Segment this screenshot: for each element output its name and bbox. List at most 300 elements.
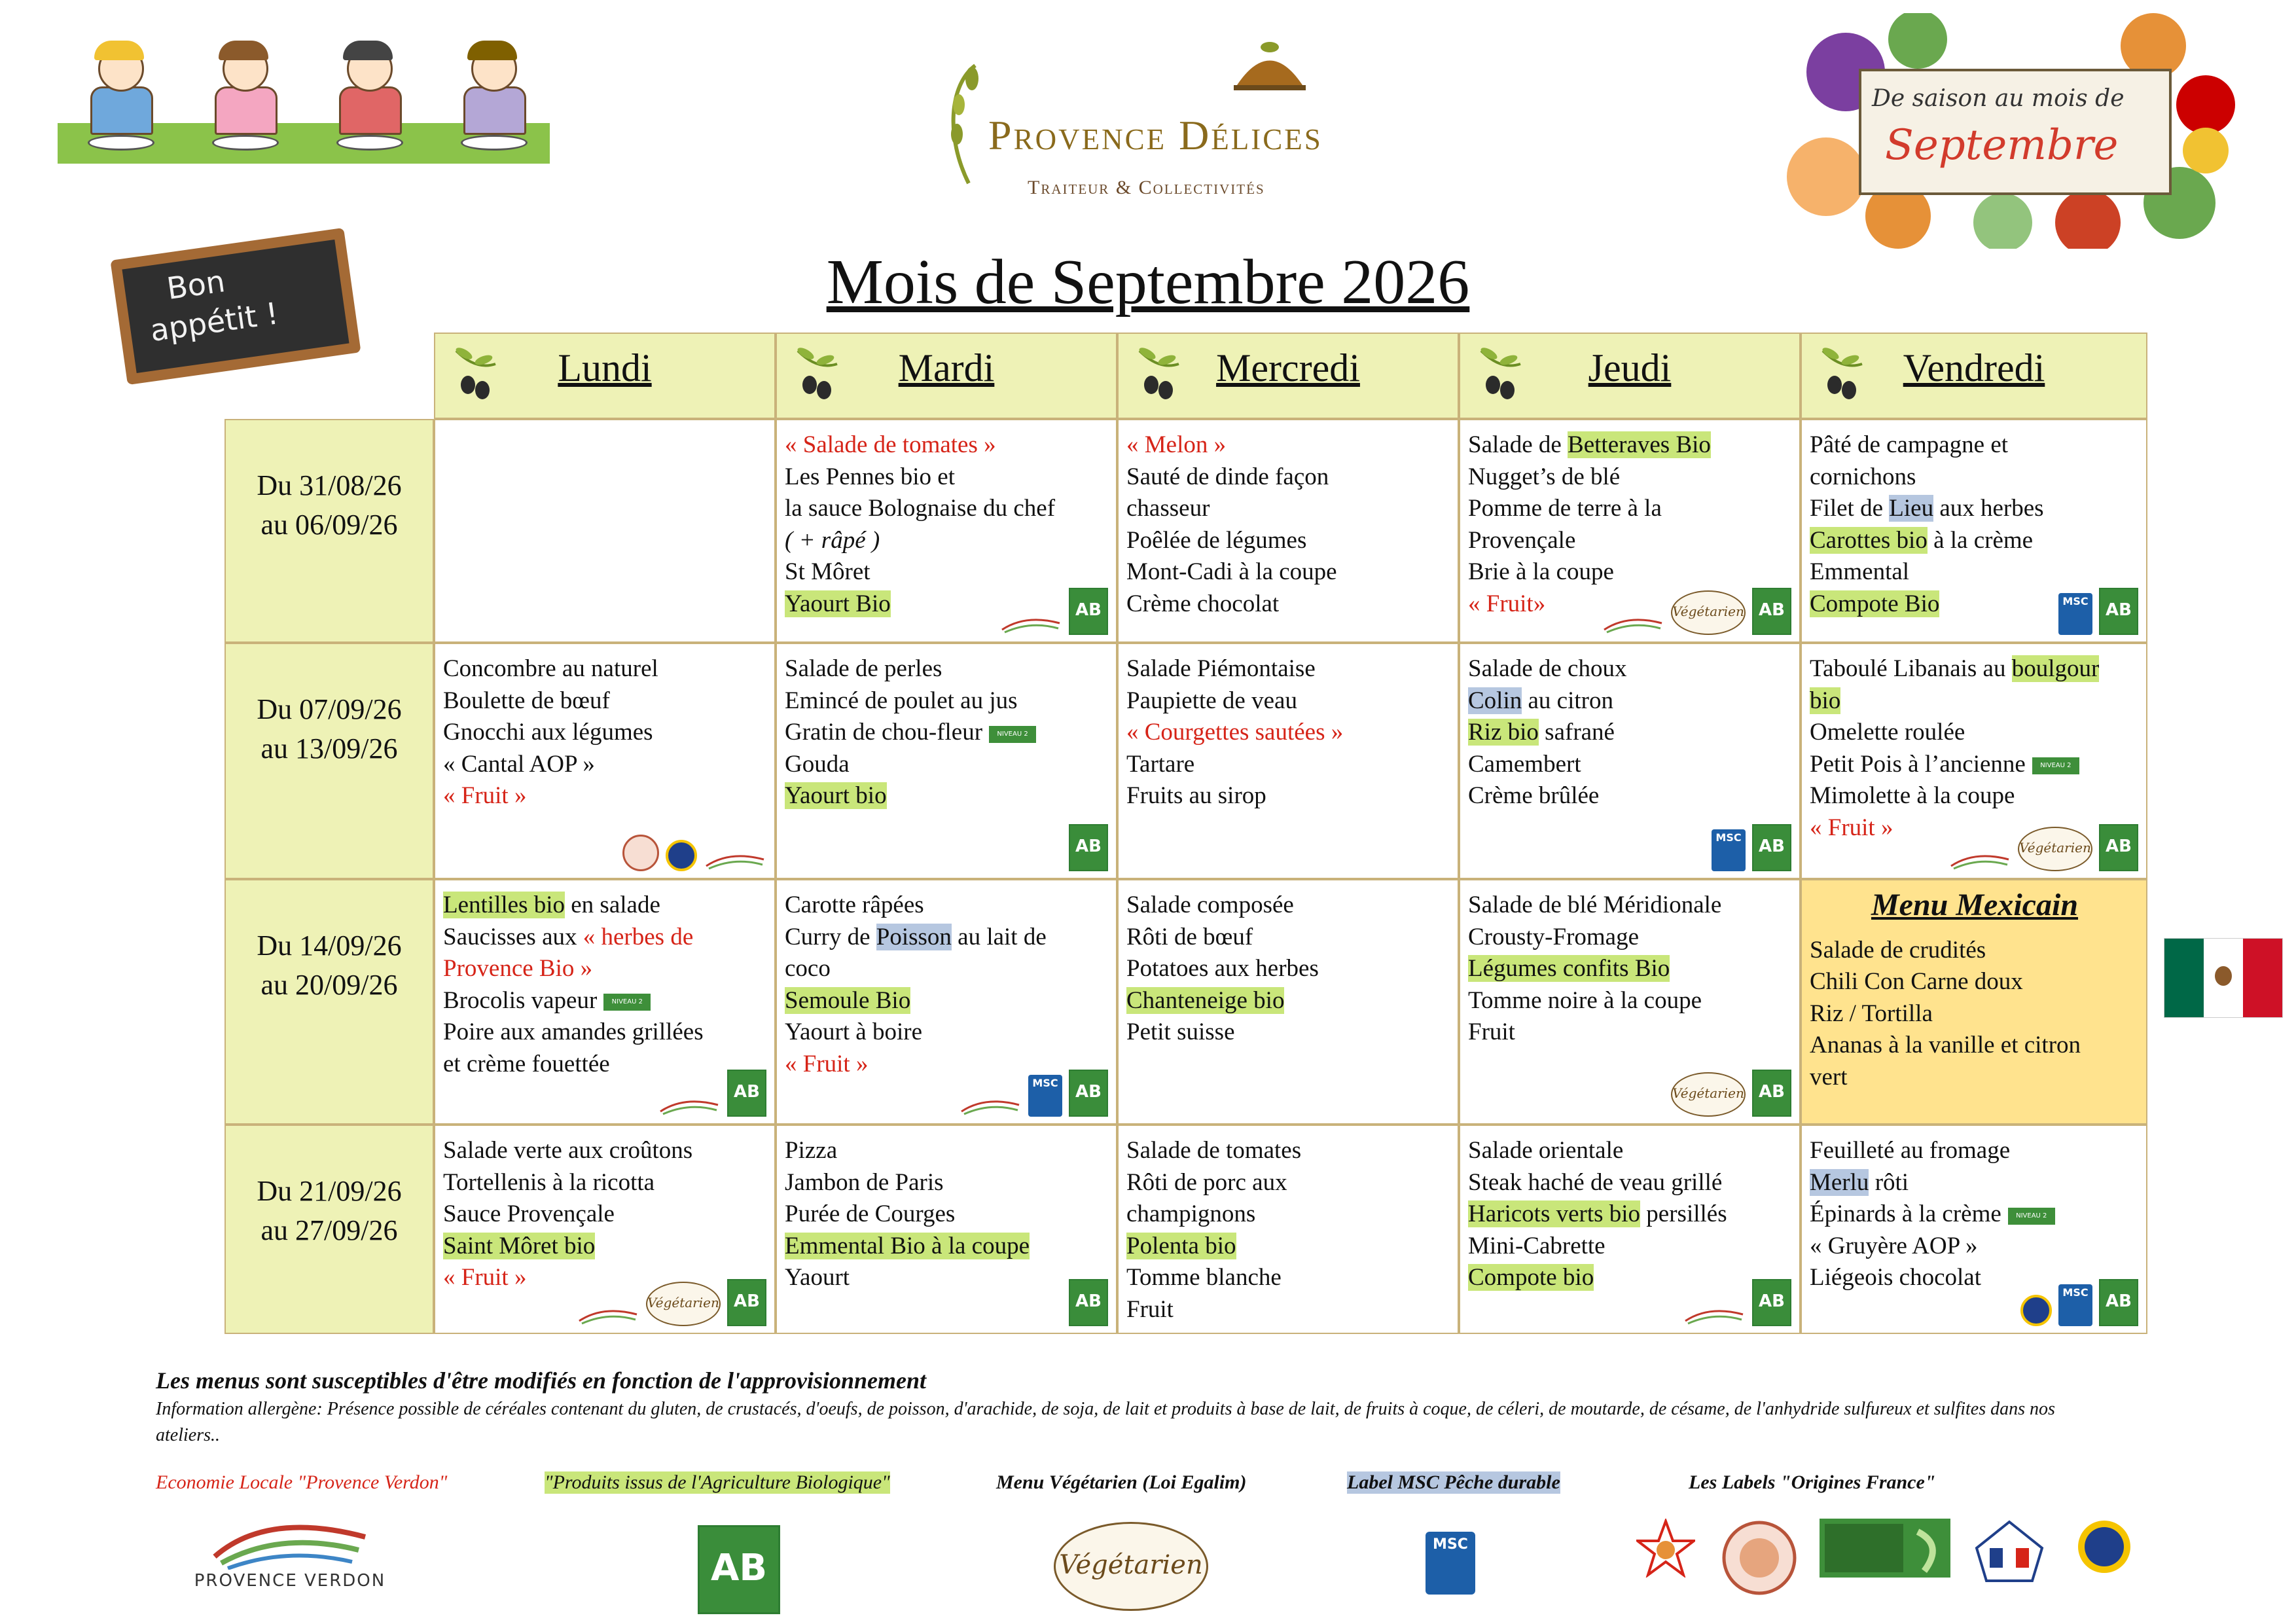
local-item: « Melon » [1126,431,1227,458]
menu-line [1126,556,1451,588]
menu-text: Crème chocolat [1126,590,1280,617]
menu-text: Fruit [1126,1295,1174,1323]
label-badges [1671,1070,1791,1117]
menu-line [1468,1017,1793,1049]
menu-text: Pizza [785,1137,838,1164]
menu-items [1126,429,1451,620]
menu-line [443,780,768,812]
menu-text: Tomme blanche [1126,1264,1282,1291]
menu-text: Concombre au naturel [443,655,658,682]
vegetarian-icon: Végétarien [646,1282,721,1326]
menu-text: Tortellenis à la ricotta [443,1168,655,1196]
menu-cell-jeudi [1459,879,1801,1125]
menu-line [443,1231,768,1263]
menu-line [785,1017,1109,1049]
label-badges [1948,824,2138,871]
menu-items [1468,890,1793,1049]
label-badges [2058,588,2138,635]
menu-line [785,953,1109,985]
menu-line [1810,780,2140,812]
menu-line [1810,685,2140,717]
season-line2: Septembre [1885,121,2119,170]
slate-line2: appétit ! [148,295,281,349]
day-header-jeudi [1459,333,1801,419]
menu-text: Saucisses aux [443,923,583,950]
week-range [226,690,433,768]
aop-seal-icon [666,840,697,871]
menu-text: Gnocchi aux légumes [443,719,653,746]
ab-bio-icon: AB [1069,824,1108,871]
menu-items [1810,890,2140,1093]
menu-cell-vendredi [1801,643,2147,879]
menu-line [1810,653,2140,685]
menu-text: chasseur [1126,495,1210,522]
season-illustration [1787,13,2238,249]
menu-text: Salade verte aux croûtons [443,1137,693,1164]
provence-verdon-icon [1602,613,1664,635]
menu-line [785,461,1109,494]
msc-item: Merlu [1810,1168,1869,1196]
menu-cell-vendredi [1801,1125,2147,1334]
mexican-menu-title: Menu Mexicain [1871,888,2079,922]
menu-text: coco [785,955,831,982]
provence-verdon-logo [188,1511,391,1609]
menu-text: Curry de [785,923,876,950]
menu-text: Yaourt à boire [785,1019,922,1045]
bio-item: Polenta bio [1126,1232,1236,1259]
menu-text: Salade de [1468,431,1568,458]
menu-line [1468,556,1793,588]
plate-icon [88,135,154,151]
day-name: Vendredi [1903,346,2045,389]
local-item: « herbes de [583,923,694,950]
certification-niveau-2-icon [1820,1519,1950,1581]
bio-item: Haricots verts bio [1468,1200,1641,1227]
legend-local: Economie Locale "Provence Verdon" [156,1471,448,1493]
menu-line [1468,1199,1793,1231]
menu-line [785,1167,1109,1199]
menu-line [1810,461,2140,494]
provence-verdon-icon [1948,849,2011,871]
bio-item: Yaourt bio [785,782,887,809]
menu-line [1810,1062,2140,1094]
legend-origin: Les Labels "Origines France" [1689,1471,1936,1493]
menu-cell-vendredi [1801,879,2147,1125]
menu-text: Chili Con Carne doux [1810,968,2023,995]
leaf-swirl-icon [942,59,988,190]
bio-item: bio [1810,687,1841,714]
menu-text: Camembert [1468,750,1581,778]
menu-cell-jeudi [1459,643,1801,879]
menu-line [443,1135,768,1167]
menu-items [1810,653,2140,844]
menu-text: Nugget’s de blé [1468,463,1621,490]
week-label-cell [224,879,434,1125]
menu-text: Tomme noire à la coupe [1468,986,1702,1014]
menu-line [1126,1294,1451,1326]
menu-line [1126,588,1451,621]
bio-item: Carottes bio [1810,526,1928,554]
menu-line [785,1199,1109,1231]
kid-figure [457,46,529,131]
menu-line [1810,935,2140,967]
provence-verdon-icon [1683,1304,1746,1326]
bio-item: Betteraves Bio [1568,431,1711,458]
menu-text: ( + râpé ) [785,526,880,554]
local-item: « Fruit » [443,1264,527,1291]
menu-text: Gratin de chou-fleur [785,719,983,746]
menu-line [785,1231,1109,1263]
ab-bio-icon: AB [1069,1070,1108,1117]
msc-icon: MSC [2058,1284,2092,1326]
menu-cell-mardi [776,879,1117,1125]
menu-line [1126,525,1451,557]
legend-msc: Label MSC Pêche durable [1347,1471,1560,1493]
bio-item: Emmental Bio à la coupe [785,1232,1030,1259]
menu-line [443,922,768,954]
menu-text: Mini-Cabrette [1468,1232,1605,1259]
menu-cell-vendredi [1801,419,2147,643]
menu-cell-mardi [776,1125,1117,1334]
menu-text: Sauce Provençale [443,1200,615,1227]
season-line1: De saison au mois de [1872,85,2125,112]
hills-icon [208,1511,372,1570]
menu-text: champignons [1126,1200,1256,1227]
menu-line [1126,1135,1451,1167]
menu-change-note: Les menus sont susceptibles d'être modifiés en fonction de l'approvisionnement [156,1367,927,1394]
menu-text: St Môret [785,558,870,585]
menu-text: Filet de [1810,495,1890,522]
vegetarian-icon: Végétarien [2018,827,2092,871]
niveau-2-icon: NIVEAU 2 [989,726,1036,743]
menu-line [1468,525,1793,557]
menu-items [785,653,1109,812]
label-badges [1602,588,1791,635]
provence-delices-logo [929,39,1361,216]
menu-line [1468,493,1793,525]
week-label-cell [224,1125,434,1334]
menu-text: Liégeois chocolat [1810,1264,1981,1291]
bio-item: boulgour [2011,655,2100,682]
ab-bio-icon: AB [1069,1279,1108,1326]
menu-text: Petit suisse [1126,1019,1235,1045]
menu-line [785,985,1109,1017]
day-name: Mardi [898,346,995,389]
ab-bio-icon: AB [727,1070,766,1117]
week-start: Du 07/09/26 [257,693,402,725]
menu-text: Crème brûlée [1468,782,1600,809]
menu-line [1468,985,1793,1017]
week-start: Du 21/09/26 [257,1175,402,1207]
menu-text: Taboulé Libanais au [1810,655,2012,682]
legend-vegetarian: Menu Végétarien (Loi Egalim) [996,1471,1247,1493]
menu-line [443,890,768,922]
menu-line [1126,429,1451,461]
vegetarian-icon: Végétarien [1671,590,1746,635]
menu-line [1468,717,1793,749]
menu-line [1468,890,1793,922]
plate-icon [212,135,279,151]
niveau-2-icon: NIVEAU 2 [2008,1208,2055,1225]
bio-item: Saint Môret bio [443,1232,596,1259]
menu-cell-lundi [434,419,776,643]
menu-text: Omelette roulée [1810,719,1965,746]
menu-text: Tartare [1126,750,1195,778]
menu-text: Feuilleté au fromage [1810,1137,2011,1164]
menu-text: Fruit [1468,1019,1515,1045]
kid-figure [84,46,156,131]
menu-line [1810,966,2140,998]
provence-verdon-icon [658,1094,721,1117]
label-badges [622,835,766,871]
menu-line [1468,1231,1793,1263]
menu-text: Rôti de porc aux [1126,1168,1287,1196]
menu-line [785,749,1109,781]
menu-line [1126,985,1451,1017]
menu-text: Petit Pois à l’ancienne [1810,750,2026,778]
menu-text: Les Pennes bio et [785,463,955,490]
menu-text: vert [1810,1063,1848,1091]
menu-line [1126,749,1451,781]
label-badges [577,1279,766,1326]
menu-cell-mardi [776,643,1117,879]
menu-text: Salade orientale [1468,1137,1624,1164]
ab-bio-icon: AB [2099,824,2138,871]
provence-verdon-icon [959,1094,1022,1117]
menu-text: persillés [1640,1200,1727,1227]
menu-text: la sauce Bolognaise du chef [785,495,1056,522]
week-end: au 20/09/26 [260,969,398,1001]
menu-line [1468,749,1793,781]
menu-line [443,1167,768,1199]
ab-bio-icon: AB [2099,1279,2138,1326]
menu-text: Salade de crudités [1810,936,1986,964]
menu-text: « Gruyère AOP » [1810,1232,1978,1259]
menu-line [1810,998,2140,1030]
menu-text: aux herbes [1933,495,2044,522]
bio-item: Compote Bio [1810,590,1940,617]
menu-line [1126,1231,1451,1263]
bio-item: Semoule Bio [785,986,911,1014]
menu-cell-mercredi [1117,419,1459,643]
viandes-de-france-icon [1973,1519,2045,1587]
menu-cell-mardi [776,419,1117,643]
week-start: Du 31/08/26 [257,469,402,501]
menu-line [443,1017,768,1049]
menu-text: Paupiette de veau [1126,687,1297,714]
menu-items [1468,1135,1793,1294]
menu-text: Steak haché de veau grillé [1468,1168,1723,1196]
menu-text: Salade de choux [1468,655,1627,682]
menu-items [1810,1135,2140,1294]
menu-line [1468,1135,1793,1167]
menu-text: Brie à la coupe [1468,558,1614,585]
week-label-cell [224,643,434,879]
menu-text: Fruits au sirop [1126,782,1266,809]
bio-item: Yaourt Bio [785,590,891,617]
slate-line1: Bon [164,263,228,307]
label-badges [1069,824,1108,871]
menu-items [785,890,1109,1080]
week-end: au 13/09/26 [260,732,398,765]
menu-line [785,890,1109,922]
menu-line [1126,685,1451,717]
day-header-vendredi [1801,333,2147,419]
ab-bio-icon: AB [1752,588,1791,635]
niveau-2-icon: NIVEAU 2 [603,994,651,1011]
menu-cell-lundi [434,643,776,879]
kids-illustration [58,39,550,164]
ab-logo: AB [698,1525,780,1614]
menu-line [1810,429,2140,461]
brand-name: Provence Délices [988,112,1323,158]
ab-bio-icon: AB [2099,588,2138,635]
msc-icon: MSC [2058,593,2092,635]
menu-text: « Cantal AOP » [443,750,595,778]
provence-verdon-label: PROVENCE VERDON [194,1571,386,1591]
msc-icon: MSC [1712,829,1746,871]
plate-icon [461,135,528,151]
local-item: « Fruit » [785,1050,869,1077]
menu-text: Pâté de campagne et [1810,431,2009,458]
menu-line [443,985,768,1017]
week-range [226,466,433,545]
menu-line [1126,953,1451,985]
bio-item: Lentilles bio [443,892,565,918]
menu-line [1126,1199,1451,1231]
menu-text: Crousty-Fromage [1468,923,1640,950]
vegetarian-icon: Végétarien [1671,1072,1746,1117]
vegetarian-logo: Végétarien [1054,1522,1208,1611]
local-item: « Courgettes sautées » [1126,719,1344,746]
menu-text: Purée de Courges [785,1200,956,1227]
menu-line [785,556,1109,588]
menu-text: Poêlée de légumes [1126,526,1307,554]
menu-line [1810,717,2140,749]
bio-item: Riz bio [1468,719,1539,746]
menu-text: Épinards à la crème [1810,1200,2001,1227]
week-end: au 27/09/26 [260,1214,398,1246]
menu-text: Salade de tomates [1126,1137,1302,1164]
menu-line [1810,749,2140,781]
menu-line [1468,953,1793,985]
menu-line [1468,653,1793,685]
day-header-mardi [776,333,1117,419]
menu-items [1126,890,1451,1049]
menu-line [443,1199,768,1231]
day-name: Jeudi [1588,346,1672,389]
menu-text: Salade Piémontaise [1126,655,1316,682]
menu-cell-mercredi [1117,1125,1459,1334]
provence-verdon-icon [577,1304,639,1326]
menu-cell-mercredi [1117,643,1459,879]
menu-cell-jeudi [1459,419,1801,643]
menu-line [1468,429,1793,461]
label-rouge-icon [1720,1519,1799,1600]
label-badges [999,588,1108,635]
menu-line [785,493,1109,525]
menu-text: Boulette de bœuf [443,687,610,714]
menu-line [785,525,1109,557]
day-name: Lundi [558,346,652,389]
menu-line [443,653,768,685]
menu-text: Emmental [1810,558,1910,585]
ab-bio-icon: AB [1069,588,1108,635]
menu-items [785,1135,1109,1294]
msc-logo: MSC [1426,1532,1475,1595]
menu-line [443,685,768,717]
menu-text: Poire aux amandes grillées [443,1019,704,1045]
menu-text: Sauté de dinde façon [1126,463,1329,490]
menu-line [1126,653,1451,685]
msc-item: Colin [1468,687,1522,714]
menu-cell-jeudi [1459,1125,1801,1334]
menu-text: Salade composée [1126,892,1294,918]
label-badges [959,1070,1108,1117]
menu-line [785,653,1109,685]
menu-cell-mercredi [1117,879,1459,1125]
menu-line [785,1262,1109,1294]
menu-line [1126,1167,1451,1199]
fruits-legumes-france-icon [1636,1519,1695,1581]
menu-text: Rôti de bœuf [1126,923,1253,950]
menu-line [785,922,1109,954]
bio-item: Légumes confits Bio [1468,955,1670,982]
menu-text: Salade de perles [785,655,942,682]
menu-text: Salade de blé Méridionale [1468,892,1722,918]
menu-line [1126,890,1451,922]
menu-text: Ananas à la vanille et citron [1810,1032,2081,1058]
menu-text: Provençale [1468,526,1576,554]
menu-items [443,653,768,812]
menu-line [1810,556,2140,588]
menu-line [1468,685,1793,717]
menu-items [1126,1135,1451,1326]
local-item: « Fruit » [443,782,527,809]
label-badges [1712,824,1791,871]
label-badges [658,1070,766,1117]
bio-item: Compote bio [1468,1264,1594,1291]
aop-seal-icon [2076,1519,2132,1578]
menu-line [1468,922,1793,954]
menu-line [1810,525,2140,557]
brand-tagline: Traiteur & Collectivités [1028,177,1265,198]
week-range [226,926,433,1005]
menu-line [1126,780,1451,812]
week-range [226,1172,433,1250]
menu-line [1810,1030,2140,1062]
menu-text: Carotte râpées [785,892,924,918]
menu-items [443,890,768,1080]
label-badges [1069,1279,1108,1326]
local-item: Provence Bio » [443,955,593,982]
menu-line [1468,780,1793,812]
kid-figure [332,46,404,131]
plate-icon [336,135,403,151]
menu-text: à la crème [1927,526,2034,554]
provence-verdon-icon [704,849,766,871]
menu-line [1810,1167,2140,1199]
msc-item: Lieu [1889,495,1934,522]
menu-line [785,429,1109,461]
day-name: Mercredi [1216,346,1360,389]
menu-text: en salade [565,892,660,918]
menu-line [785,1135,1109,1167]
menu-line [785,780,1109,812]
menu-line [1126,1017,1451,1049]
week-start: Du 14/09/26 [257,929,402,962]
menu-line [1126,717,1451,749]
